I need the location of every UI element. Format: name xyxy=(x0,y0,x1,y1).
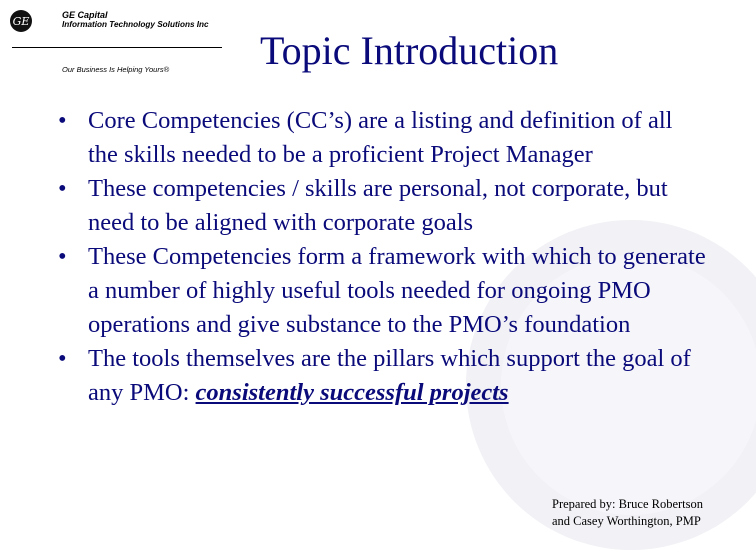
slide-title: Topic Introduction xyxy=(260,28,559,73)
bullet-text: Core Competencies (CC’s) are a listing and definition of all the skills needed to be a proficient Project Manager xyxy=(88,107,673,168)
header-rule xyxy=(12,47,222,48)
bullet-item xyxy=(58,104,708,172)
bullet-text: These Competencies form a framework with which to generate a number of highly useful tools needed for ongoing PMO operations and give substance to the PMO’s foundation xyxy=(88,243,706,338)
credit-line-1: Prepared by: Bruce Robertson xyxy=(552,497,704,511)
bullet-icon: • xyxy=(58,175,67,202)
bullet-text: These competencies / skills are personal, not corporate, but need to be aligned with corporate goals xyxy=(88,175,668,236)
bullet-icon: • xyxy=(58,345,67,372)
bullet-icon: • xyxy=(58,107,67,134)
bullet-item xyxy=(58,172,708,240)
credit-block xyxy=(552,496,703,530)
bullet-item xyxy=(58,240,708,342)
credit-line-2: and Casey Worthington, PMP xyxy=(552,514,701,528)
bullet-text: The tools themselves are the pillars which support the goal of any PMO: xyxy=(88,345,691,406)
company-division: Information Technology Solutions Inc xyxy=(62,20,209,29)
bullet-icon: • xyxy=(58,243,67,270)
bullet-emphasis: consistently successful projects xyxy=(195,379,509,406)
ge-logo-icon xyxy=(10,10,32,32)
company-name: GE Capital xyxy=(62,10,108,20)
logo-text: GE xyxy=(12,14,30,28)
bullet-item xyxy=(58,342,708,410)
company-block xyxy=(62,10,222,30)
bullet-list xyxy=(58,104,708,410)
company-tagline: Our Business Is Helping Yours® xyxy=(62,65,170,74)
